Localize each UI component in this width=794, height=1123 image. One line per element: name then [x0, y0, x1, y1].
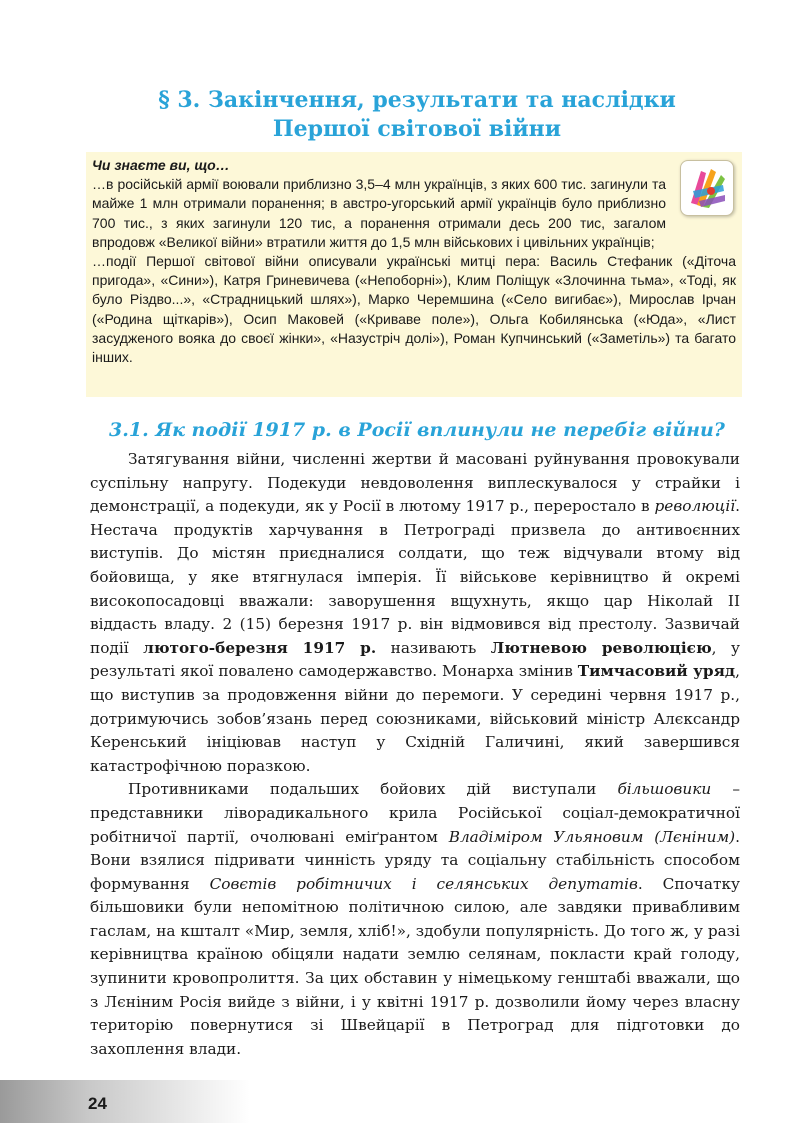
text-run: , у результаті якої повалено самодержавство. Монарха змінив: [90, 638, 740, 681]
main-text: [90, 448, 740, 1061]
page-title: [90, 86, 744, 144]
text-run: Противниками подальших бойових дій виступали: [128, 780, 618, 799]
bold-term: Лютневою революцією: [490, 638, 712, 657]
text-run: – представники ліворадикального крила Російської соціал-демократичної робітничої партії, очолювані еміґрантом: [90, 780, 740, 846]
page-title-line2: Першої світової війни: [272, 116, 562, 142]
italic-term: революції: [654, 497, 736, 516]
text-run: . Вони взялися підривати чинність уряду та соціальну стабільність способом формування: [90, 827, 740, 893]
footer-bar: [0, 1080, 250, 1123]
italic-term: Владіміром Ульяновим (Лєніним): [448, 827, 736, 846]
did-you-know-paragraph: …події Першої світової війни описували українські митці пера: Василь Стефаник («Діточа пригода», «Сини»), Катря Гриневичева («Непоборні»), Клим Поліщук «Злочинна тьма», «Тоді, як було Різдво...», «Страдницький шлях»), Марко Черемшина («Село вигибає»), Мирослав Ірчан («Родина щіткарів»), Осип Маковей («Криваве поле»), Ольга Кобилянська («Юда», «Лист засудженого вояка до своєї жінки», «Назустріч долі»), Роман Купчинський («Заметіль») та багато інших.: [92, 253, 736, 366]
hands-icon: [680, 160, 734, 216]
bold-term: лютого-березня 1917 р.: [143, 638, 377, 657]
text-run: Затягування війни, численні жертви й масовані руйнування провокували суспільну напругу. Подекуди невдоволення виплескувалося у страйки і демонстрації, а подекуди, як у Росії в лютому 1917 р., переростало в: [90, 450, 740, 516]
page-title-line1: § 3. Закінчення, результати та наслідки: [158, 87, 676, 113]
page-number: 24: [88, 1094, 107, 1113]
bold-term: Тимчасовий уряд: [577, 662, 736, 681]
text-run: . Нестача продуктів харчування в Петрограді призвела до антивоєнних виступів. До містян приєдналися солдати, що теж відчували втому від бойовища, у яке втягнулася імперія. Її військове керівництво й окремі високопосадовці вважали: заворушення вщухнуть, якщо цар Ніколай ІІ віддасть владу. 2 (15) березня 1917 р. він відмовився від престолу. Зазвичай події: [90, 497, 740, 657]
section-subtitle: 3.1. Як події 1917 р. в Росії вплинули не перебіг війни?: [109, 419, 725, 441]
body-paragraph: [90, 778, 740, 1061]
italic-term: більшовики: [617, 780, 712, 799]
body-paragraph: [90, 448, 740, 778]
text-run: . Спочатку більшовики були непомітною політичною силою, але завдяки привабливим гаслам, на кшталт «Мир, земля, хліб!», здобули популярність. До того ж, у разі керівництва країною обіцяли надати землю селянам, покласти край голоду, зупинити кровопролиття. За цих обставин у німецькому генштабі вважали, що з Лєніним Росія вийде з війни, і у квітні 1917 р. дозволили йому через власну територію повернутися зі Швейцарії в Петроград для підготовки до захоплення влади.: [90, 874, 741, 1058]
did-you-know-paragraph: …в російській армії воювали приблизно 3,5–4 млн українців, з яких 600 тис. загинули та майже 1 млн отримали поранення; в австро-угорський армії українців було приблизно 700 тис., з яких загинули 120 тис, а поранення отримали десь 200 тис, загалом впродовж «Великої війни» втратили життя до 1,5 млн військових і цивільних українців;: [92, 176, 666, 250]
did-you-know-box: [86, 152, 742, 397]
text-run: , що виступив за продовження війни до перемоги. У середині червня 1917 р., дотримуючись зобов’язань перед союзниками, військовий міністр Алєксандр Керенський ініціював наступ у Східній Галичині, який завершився катастрофічною поразкою.: [90, 662, 740, 775]
did-you-know-heading: Чи знаєте ви, що…: [92, 157, 230, 173]
text-run: називають: [376, 638, 491, 657]
italic-term: Совєтів робітничих і селянських депутатів: [209, 874, 638, 893]
